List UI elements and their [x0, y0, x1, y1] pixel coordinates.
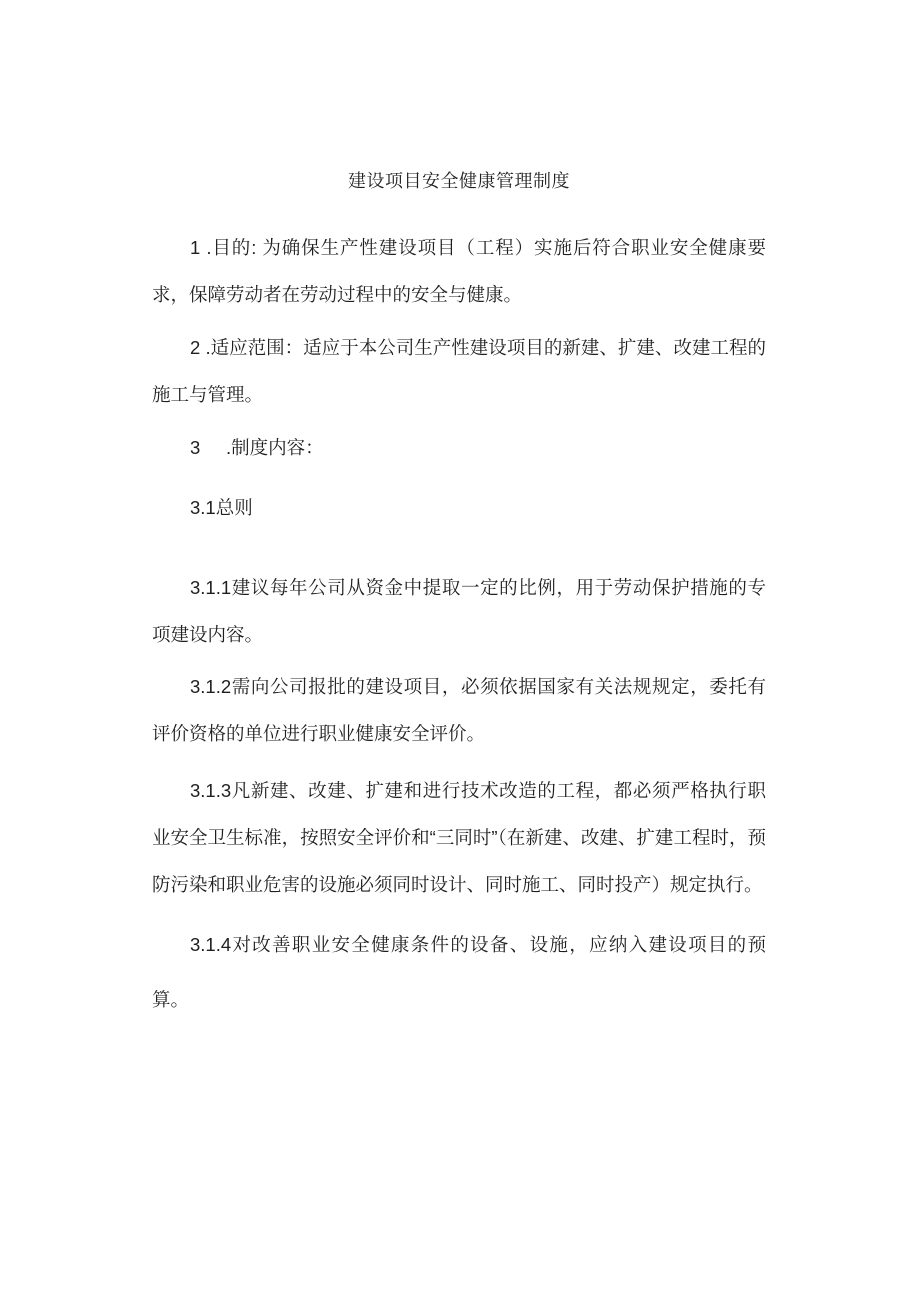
paragraph-content-heading: 3 .制度内容：: [190, 437, 324, 458]
paragraph-general-rules-heading: 3.1总则: [190, 497, 253, 518]
paragraph-3-1-1: 3.1.1建议每年公司从资金中提取一定的比例，用于劳动保护措施的专项建设内容。: [152, 577, 766, 645]
document-title: 建设项目安全健康管理制度: [348, 171, 570, 191]
paragraph-scope: 2 .适应范围：适应于本公司生产性建设项目的新建、扩建、改建工程的施工与管理。: [152, 337, 766, 405]
paragraph-purpose: 1 .目的: 为确保生产性建设项目（工程）实施后符合职业安全健康要求，保障劳动者在劳动过程中的安全与健康。: [152, 237, 766, 305]
paragraph-3-1-2: 3.1.2需向公司报批的建设项目，必须依据国家有关法规规定，委托有评价资格的单位进行职业健康安全评价。: [152, 676, 766, 744]
paragraph-3-1-3: 3.1.3凡新建、改建、扩建和进行技术改造的工程，都必须严格执行职业安全卫生标准，按照安全评价和“三同时”（在新建、改建、扩建工程时，预防污染和职业危害的设施必须同时设计、同时施工、同时投产）规定执行。: [152, 780, 766, 895]
paragraph-3-1-4: 3.1.4对改善职业安全健康条件的设备、设施，应纳入建设项目的预算。: [152, 934, 766, 1010]
